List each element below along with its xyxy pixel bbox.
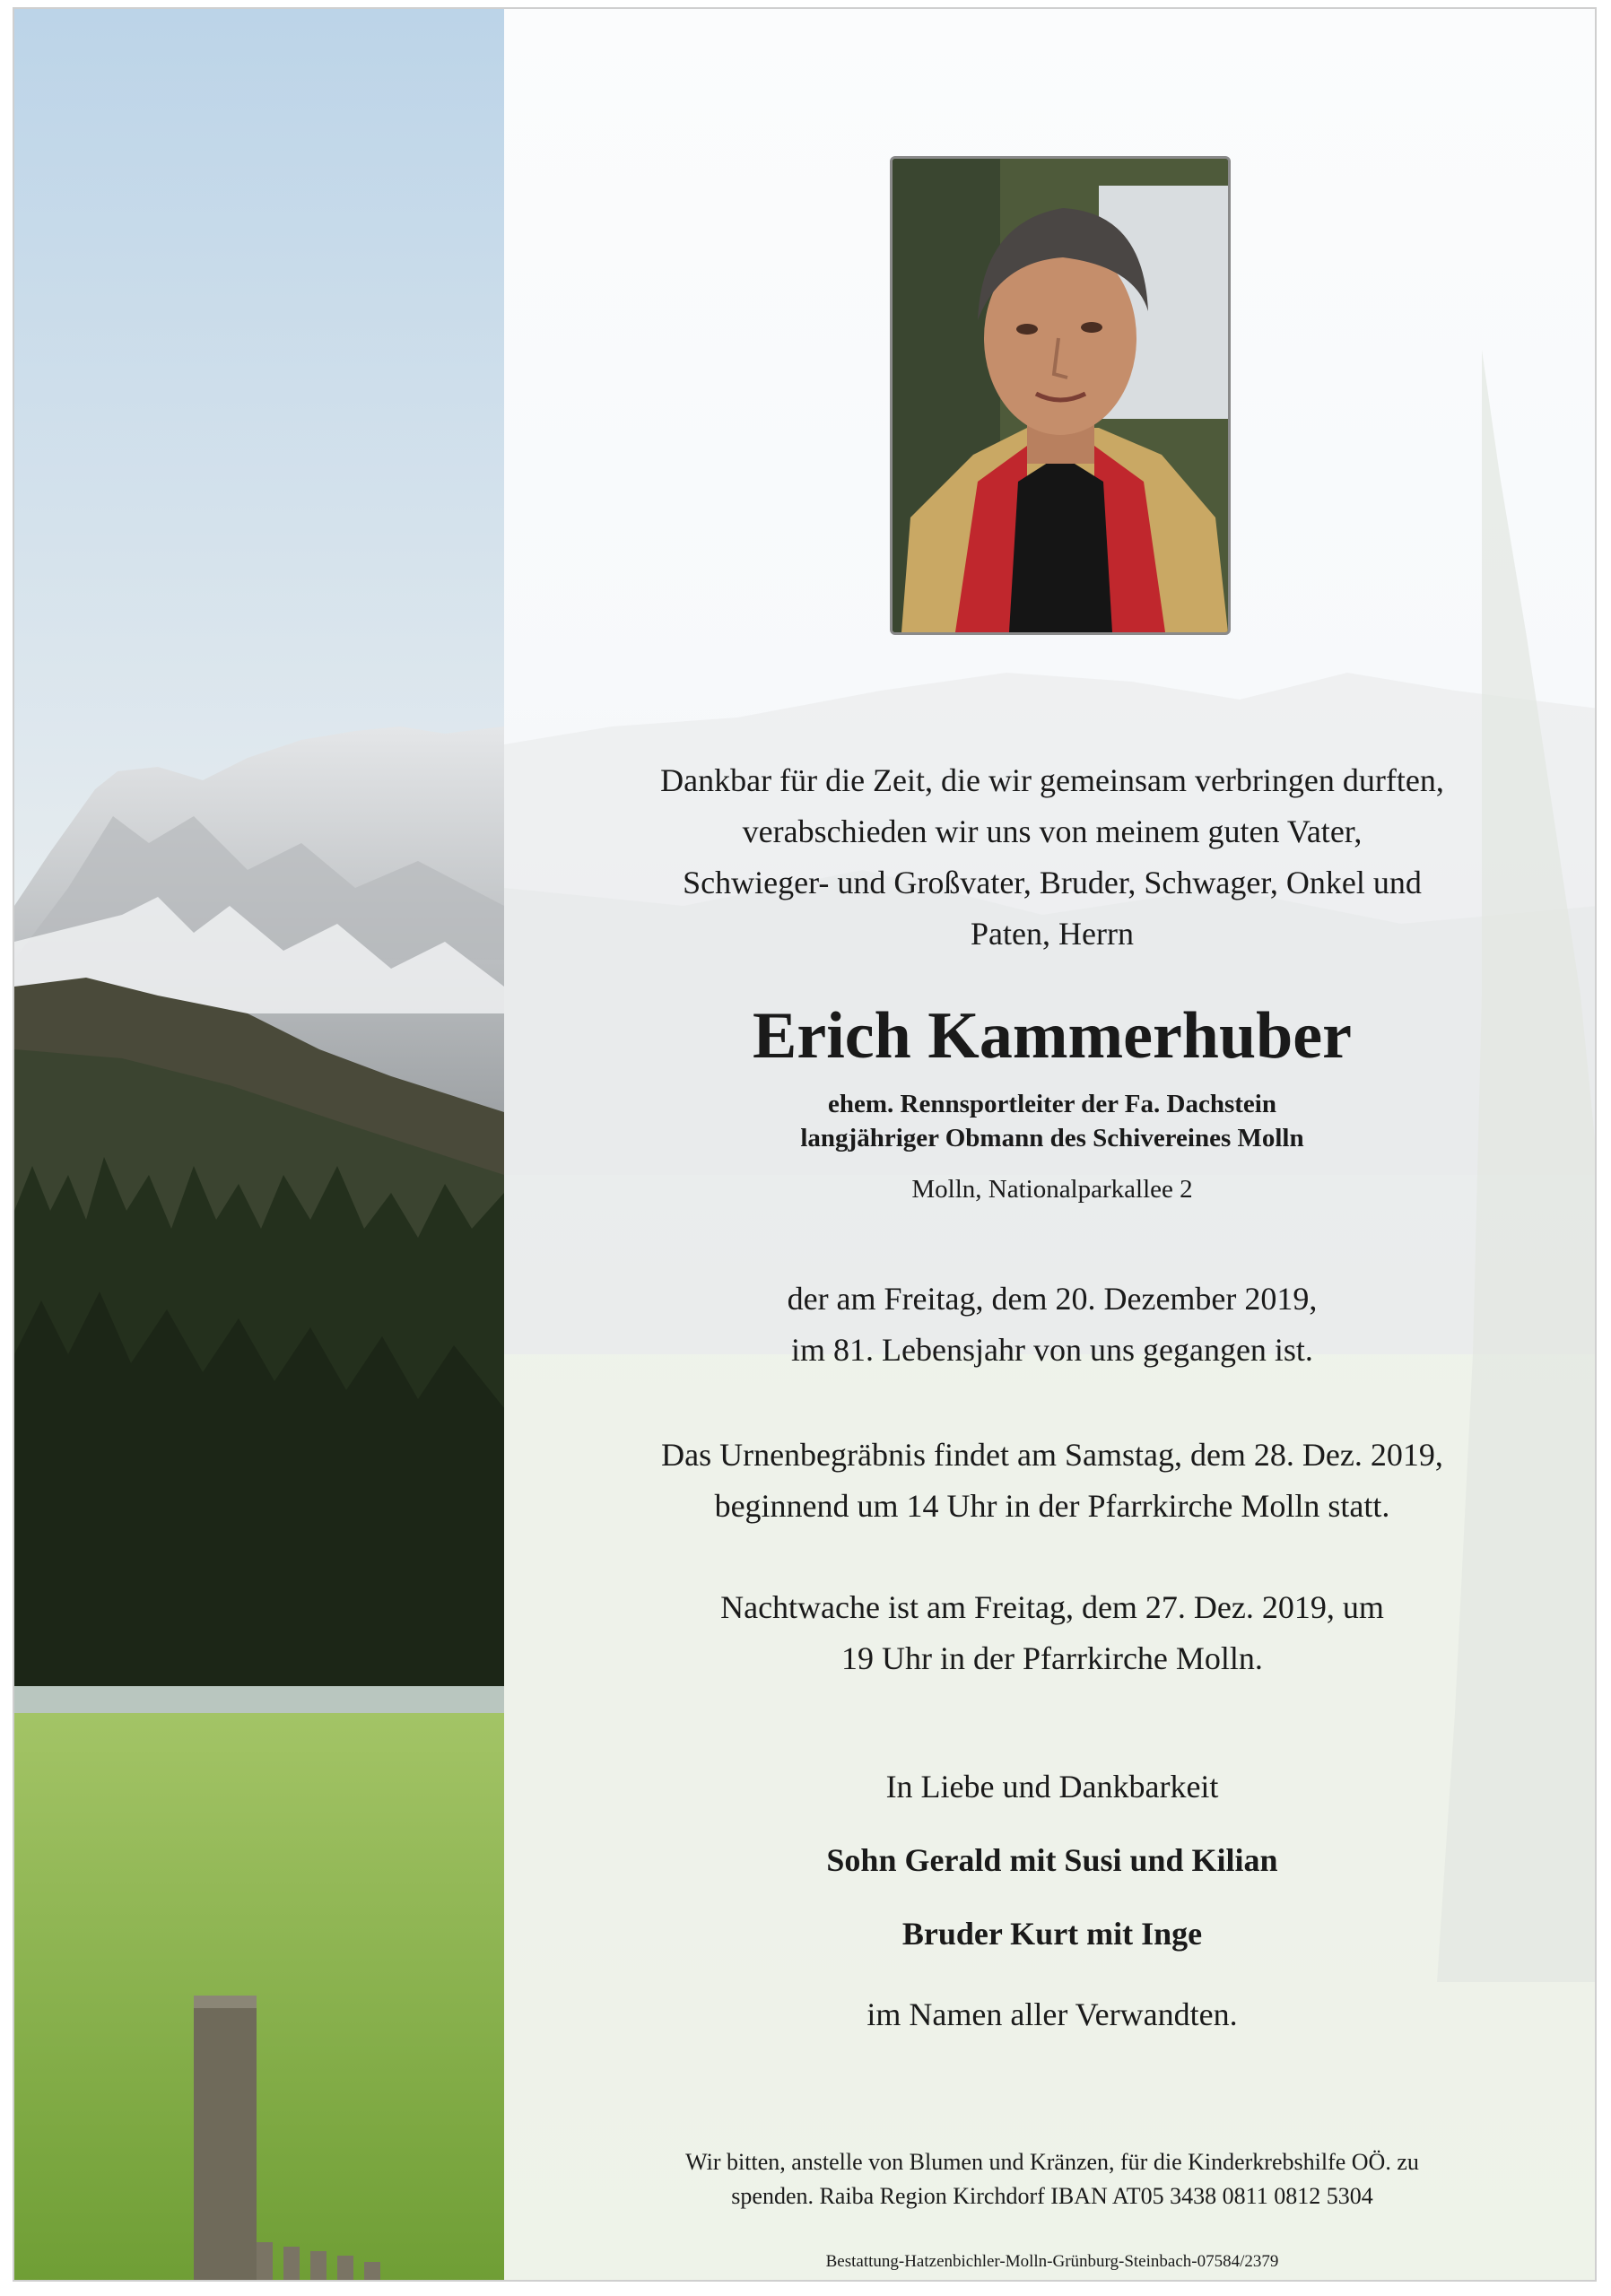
donation-line: Wir bitten, anstelle von Blumen und Kränzen, für die Kinderkrebshilfe OÖ. zu	[685, 2149, 1419, 2175]
closing-phrase: In Liebe und Dankbarkeit	[885, 1769, 1219, 1805]
vigil-notice	[563, 1582, 1541, 1684]
death-line: im 81. Lebensjahr von uns gegangen ist.	[791, 1332, 1313, 1368]
address: Molln, Nationalparkallee 2	[911, 1175, 1193, 1204]
landscape-photo	[14, 9, 504, 2280]
burial-notice	[563, 1430, 1541, 1532]
deceased-name: Erich Kammerhuber	[753, 999, 1352, 1073]
intro-line: Paten, Herrn	[971, 916, 1134, 952]
death-line: der am Freitag, dem 20. Dezember 2019,	[787, 1281, 1318, 1317]
deceased-portrait	[890, 156, 1231, 635]
vigil-line: Nachtwache ist am Freitag, dem 27. Dez. 2019, um	[720, 1589, 1384, 1625]
role-line: langjähriger Obmann des Schivereines Molln	[800, 1124, 1304, 1152]
burial-line: Das Urnenbegräbnis findet am Samstag, dem 28. Dez. 2019,	[661, 1437, 1443, 1473]
mountain-landscape-image	[14, 9, 504, 2280]
intro-line: Schwieger- und Großvater, Bruder, Schwager, Onkel und	[683, 865, 1422, 900]
intro-paragraph	[563, 755, 1541, 960]
intro-line: Dankbar für die Zeit, die wir gemeinsam verbringen durften,	[660, 762, 1444, 798]
donation-request	[563, 2145, 1541, 2213]
relatives-line: im Namen aller Verwandten.	[866, 1996, 1238, 2032]
portrait-image	[893, 159, 1228, 632]
obituary-page	[13, 7, 1597, 2282]
funeral-home-credit: Bestattung-Hatzenbichler-Molln-Grünburg-Steinbach-07584/2379	[825, 2252, 1279, 2271]
role-description	[563, 1087, 1541, 1155]
burial-line: beginnend um 14 Uhr in der Pfarrkirche Molln statt.	[714, 1488, 1390, 1524]
death-notice	[563, 1274, 1541, 1376]
family-line-son: Sohn Gerald mit Susi und Kilian	[826, 1842, 1278, 1878]
family-line-brother: Bruder Kurt mit Inge	[901, 1916, 1203, 1952]
donation-line: spenden. Raiba Region Kirchdorf IBAN AT05 3438 0811 0812 5304	[731, 2183, 1373, 2209]
vigil-line: 19 Uhr in der Pfarrkirche Molln.	[841, 1640, 1263, 1676]
role-line: ehem. Rennsportleiter der Fa. Dachstein	[828, 1090, 1276, 1118]
intro-line: verabschieden wir uns von meinem guten Vater,	[742, 813, 1363, 849]
